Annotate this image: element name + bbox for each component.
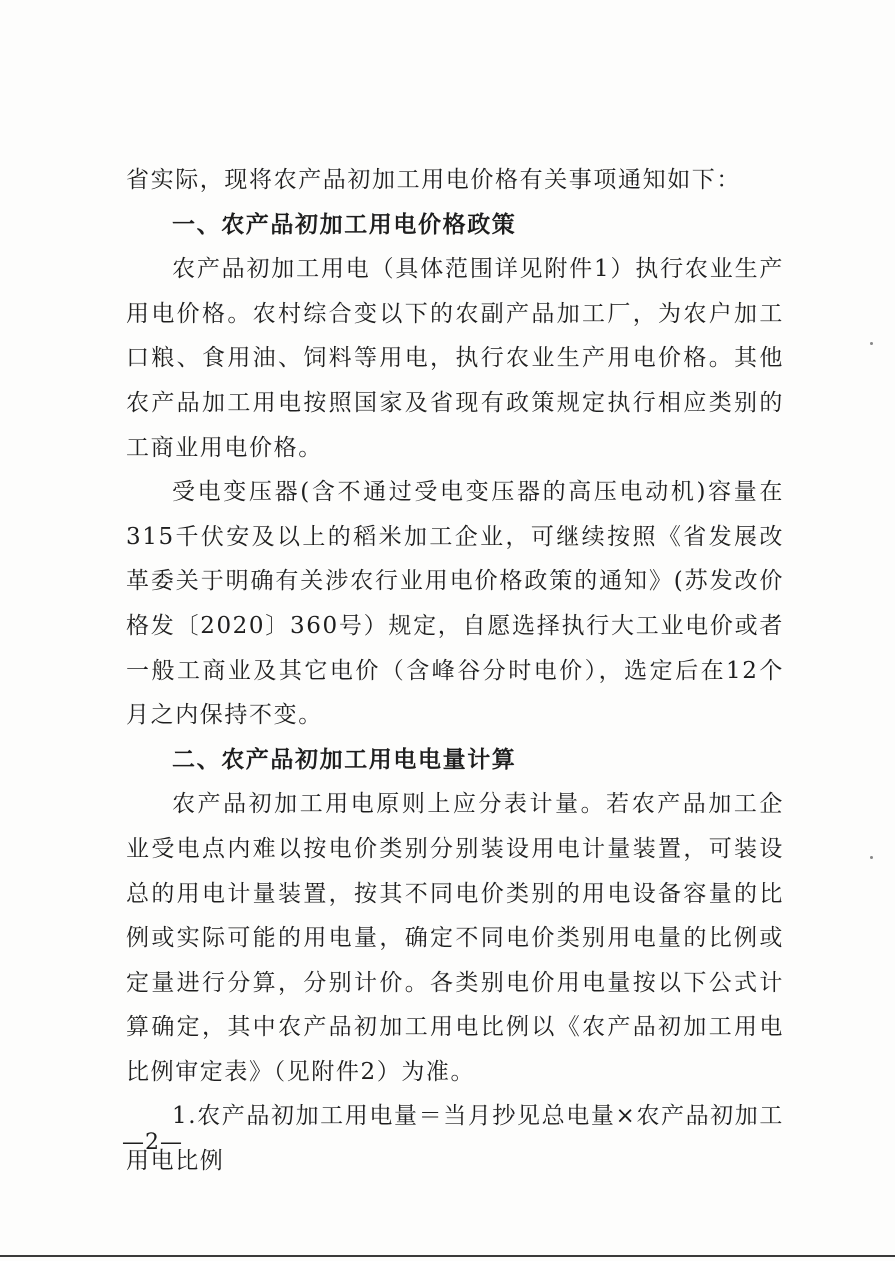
paragraph-metering: 农产品初加工用电原则上应分表计量。若农产品加工企业受电点内难以按电价类别分别装设用电计量装置，可装设总的用电计量装置，按其不同电价类别的用电设备容量的比例或实际可能的用电量，确定不同电价类别用电量的比例或定量进行分算，分别计价。各类别电价用电量按以下公式计算确定，其中农产品初加工用电比例以《农产品初加工用电比例审定表》（见附件2）为准。: [126, 791, 784, 1085]
page-number: —2—: [122, 1130, 183, 1155]
section-heading-2: 二、农产品初加工用电电量计算: [172, 746, 517, 773]
continuation-line: 省实际，现将农产品初加工用电价格有关事项通知如下：: [126, 167, 741, 193]
scan-speck: [870, 856, 873, 859]
document-body: [126, 158, 784, 1184]
paragraph-rice-processing: 受电变压器(含不通过受电变压器的高压电动机)容量在315千伏安及以上的稻米加工企业，可继续按照《省发展改革委关于明确有关涉农行业用电价格政策的通知》(苏发改价格发〔2020〕360号）规定，自愿选择执行大工业电价或者一般工商业及其它电价（含峰谷分时电价），选定后在12个月之内保持不变。: [126, 479, 784, 729]
scan-speck: [870, 342, 873, 345]
section-heading-1: 一、农产品初加工用电价格政策: [172, 211, 517, 238]
paragraph-formula-1: 1.农产品初加工用电量＝当月抄见总电量×农产品初加工用电比例: [126, 1103, 784, 1175]
scan-edge-line: [0, 1255, 895, 1257]
paragraph-scope: 农产品初加工用电（具体范围详见附件1）执行农业生产用电价格。农村综合变以下的农副产品加工厂，为农户加工口粮、食用油、饲料等用电，执行农业生产用电价格。其他农产品加工用电按照国家及省现有政策规定执行相应类别的工商业用电价格。: [126, 256, 784, 461]
